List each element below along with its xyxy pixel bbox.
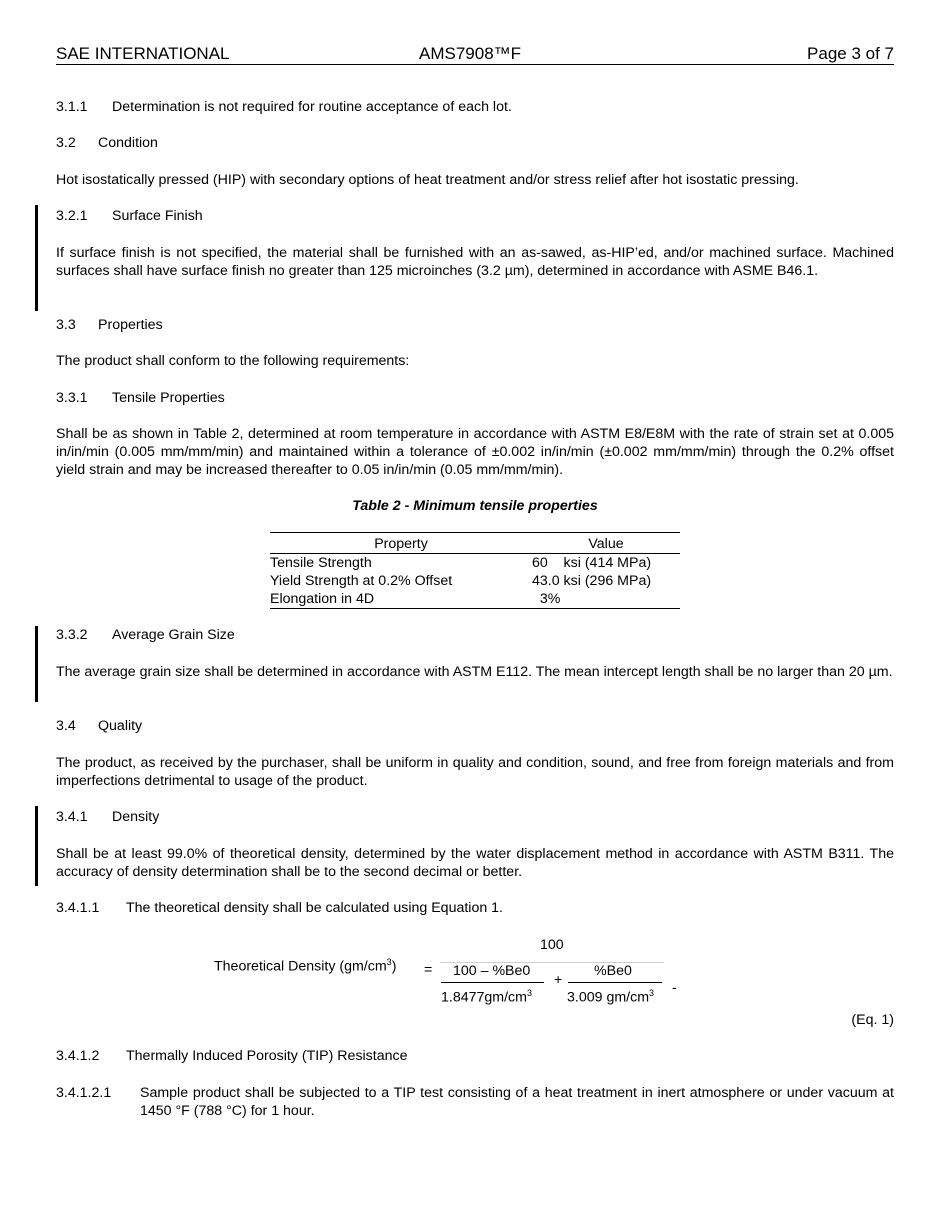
section-number: 3.3.2 — [56, 627, 88, 643]
paragraph-quality: The product, as received by the purchaser, shall be uniform in quality and condition, sound, and free from foreign materials and from imperfections detrimental to usage of the product. — [56, 755, 894, 789]
table-row — [270, 572, 680, 590]
equation-trailing-mark: - — [672, 980, 677, 996]
paragraph-density: Shall be at least 99.0% of theoretical density, determined by the water displacement method in accordance with ASTM B311. The accuracy of density determination shall be to the second decimal or better. — [56, 846, 894, 880]
column-header-value: Value — [532, 533, 680, 554]
equation-frac2-bar — [568, 982, 662, 983]
paragraph-properties: The product shall conform to the following requirements: — [56, 353, 410, 369]
equation-frac1-den-text: 1.8477gm/cm — [441, 989, 527, 1006]
section-title: Surface Finish — [112, 208, 203, 224]
section-3-3-2-heading — [56, 626, 235, 644]
paragraph-tensile-properties: Shall be as shown in Table 2, determined at room temperature in accordance with ASTM E8/E8M with the rate of strain set at 0.005 in/in/min (0.005 mm/mm/min) and maintained within a tolerance of ±0.002 in/in/min (±0.002 mm/mm/min) through the 0.2% offset yield strain and may be increased thereafter to 0.05 in/in/min (0.05 mm/mm/min). — [56, 426, 894, 478]
header-doc-id: AMS7908™F — [419, 44, 522, 63]
equation-lhs-close: ) — [391, 958, 397, 975]
table-cell: 3% — [532, 590, 680, 609]
section-3-1-1 — [56, 98, 512, 116]
change-bar — [35, 205, 38, 311]
table-row — [270, 554, 680, 573]
table-row — [270, 590, 680, 609]
page-header — [56, 44, 894, 65]
equation-label: (Eq. 1) — [851, 1012, 894, 1028]
equation-lhs-sup: 3 — [386, 957, 392, 967]
table-cell: Yield Strength at 0.2% Offset — [270, 573, 453, 589]
paragraph-condition: Hot isostatically pressed (HIP) with secondary options of heat treatment and/or stress relief after hot isostatic pressing. — [56, 172, 799, 188]
section-number: 3.4 — [56, 718, 76, 734]
table-header-row — [270, 533, 680, 554]
table-cell: Tensile Strength — [270, 555, 372, 571]
equation-plus: + — [554, 972, 563, 988]
section-3-4-1-1 — [56, 899, 503, 917]
section-number: 3.4.1.2 — [56, 1048, 100, 1064]
equation-frac1-denominator — [441, 988, 532, 1006]
table-caption: Table 2 - Minimum tensile properties — [352, 498, 598, 514]
section-title: Average Grain Size — [112, 627, 235, 643]
section-number: 3.2 — [56, 135, 76, 151]
equation-frac2-den-sup: 3 — [649, 988, 655, 998]
equation-lhs — [214, 957, 396, 975]
equation-frac2-numerator: %Be0 — [594, 963, 632, 979]
equation-frac2-denominator — [567, 988, 654, 1006]
section-3-2-1-heading — [56, 207, 203, 225]
header-page-number: Page 3 of 7 — [807, 44, 894, 63]
section-number: 3.2.1 — [56, 208, 88, 224]
table-cell: Elongation in 4D — [270, 590, 532, 609]
section-title: Quality — [98, 718, 143, 734]
paragraph-tip-test: Sample product shall be subjected to a TIP test consisting of a heat treatment in inert atmosphere or under vacuum at 1450 °F (788 °C) for 1 hour. — [140, 1085, 894, 1119]
section-text: The theoretical density shall be calculated using Equation 1. — [126, 900, 503, 916]
table-cell: 43.0 ksi (296 MPa) — [532, 573, 652, 589]
tensile-properties-table — [270, 532, 680, 609]
section-number: 3.3 — [56, 317, 76, 333]
section-3-3-1-heading — [56, 389, 225, 407]
section-3-4-1-heading — [56, 808, 159, 826]
section-number: 3.4.1.1 — [56, 900, 100, 916]
section-text: Determination is not required for routine acceptance of each lot. — [112, 99, 512, 115]
paragraph-surface-finish: If surface finish is not specified, the material shall be furnished with an as-sawed, as-HIP’ed, and/or machined surface. Machined surfaces shall have surface finish no greater than 125 microinches (3.2 µm), determined in accordance with ASME B46.1. — [56, 245, 894, 279]
paragraph-grain-size: The average grain size shall be determined in accordance with ASTM E112. The mean intercept length shall be no larger than 20 µm. — [56, 664, 893, 680]
equation-frac2-den-text: 3.009 gm/cm — [567, 989, 650, 1006]
equation-frac1-bar — [441, 982, 544, 983]
section-title: Condition — [98, 135, 158, 151]
section-title: Properties — [98, 317, 163, 333]
header-org: SAE INTERNATIONAL — [56, 44, 230, 63]
section-3-2-heading — [56, 134, 158, 152]
section-number: 3.4.1 — [56, 809, 88, 825]
equation-frac1-den-sup: 3 — [526, 988, 532, 998]
section-3-3-heading — [56, 316, 163, 334]
equation-numerator: 100 — [540, 937, 564, 953]
section-3-4-1-2-heading — [56, 1047, 408, 1065]
change-bar — [35, 626, 38, 702]
column-header-property: Property — [270, 533, 532, 554]
equation-equals: = — [424, 962, 433, 978]
section-number-3-4-1-2-1: 3.4.1.2.1 — [56, 1085, 112, 1101]
table-cell: 60 ksi (414 MPa) — [532, 555, 652, 571]
section-title: Tensile Properties — [112, 390, 225, 406]
equation-frac1-numerator: 100 – %Be0 — [453, 963, 531, 979]
section-title: Thermally Induced Porosity (TIP) Resistance — [126, 1048, 408, 1064]
equation-lhs-text: Theoretical Density (gm/cm — [214, 958, 387, 975]
section-number: 3.1.1 — [56, 99, 88, 115]
change-bar — [35, 806, 38, 886]
section-number: 3.3.1 — [56, 390, 88, 406]
section-3-4-heading — [56, 717, 142, 735]
section-title: Density — [112, 809, 160, 825]
